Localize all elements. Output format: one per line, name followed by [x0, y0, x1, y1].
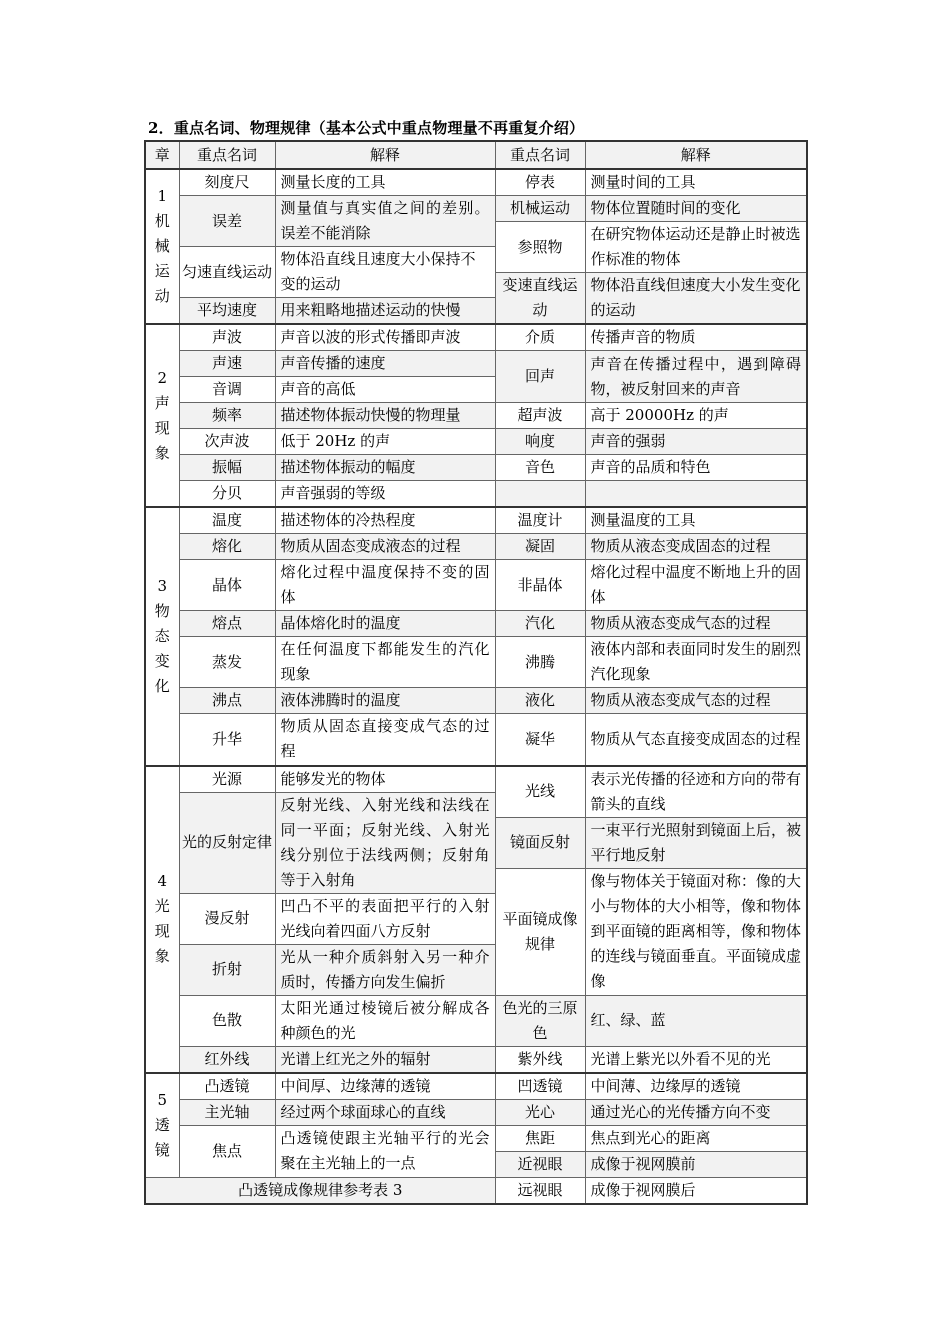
explanation-cell: 声音的高低 [275, 377, 495, 403]
explanation-cell: 测量温度的工具 [585, 507, 807, 534]
explanation-cell: 物体沿直线且速度大小保持不变的运动 [275, 247, 495, 298]
term-cell: 液化 [495, 688, 585, 714]
explanation-cell: 中间薄、边缘厚的透镜 [585, 1073, 807, 1100]
term-cell: 参照物 [495, 222, 585, 273]
explanation-cell: 熔化过程中温度保持不变的固体 [275, 560, 495, 611]
explanation-cell: 反射光线、入射光线和法线在同一平面；反射光线、入射光线分别位于法线两侧；反射角等于入射角 [275, 792, 495, 893]
explanation-cell: 描述物体的冷热程度 [275, 507, 495, 534]
explanation-cell: 红、绿、蓝 [585, 995, 807, 1046]
explanation-cell: 测量时间的工具 [585, 169, 807, 196]
term-cell: 光源 [179, 766, 275, 793]
explanation-cell: 物质从液态变成气态的过程 [585, 688, 807, 714]
explanation-cell: 液体内部和表面同时发生的剧烈汽化现象 [585, 637, 807, 688]
header-explanation-2: 解释 [585, 141, 807, 169]
explanation-cell: 光谱上红光之外的辐射 [275, 1046, 495, 1073]
header-explanation-1: 解释 [275, 141, 495, 169]
explanation-cell: 液体沸腾时的温度 [275, 688, 495, 714]
explanation-cell: 物质从固态变成液态的过程 [275, 534, 495, 560]
explanation-cell: 高于 20000Hz 的声 [585, 403, 807, 429]
term-cell: 色散 [179, 995, 275, 1046]
table-row [145, 534, 807, 560]
term-cell: 音调 [179, 377, 275, 403]
term-cell: 平面镜成像规律 [495, 868, 585, 995]
explanation-cell: 光从一种介质斜射入另一种介质时，传播方向发生偏折 [275, 944, 495, 995]
chapter-label: 5 透 镜 [145, 1073, 179, 1178]
explanation-cell: 声音在传播过程中，遇到障碍物，被反射回来的声音 [585, 351, 807, 403]
chapter-label: 3 物 态 变 化 [145, 507, 179, 766]
term-cell: 紫外线 [495, 1046, 585, 1073]
table-row [145, 403, 807, 429]
explanation-cell: 表示光传播的径迹和方向的带有箭头的直线 [585, 766, 807, 818]
explanation-cell: 声音以波的形式传播即声波 [275, 324, 495, 351]
term-cell: 温度 [179, 507, 275, 534]
table-row [145, 766, 807, 793]
header-term-2: 重点名词 [495, 141, 585, 169]
table-row [145, 1073, 807, 1100]
term-cell: 焦距 [495, 1125, 585, 1151]
term-cell: 声波 [179, 324, 275, 351]
table-row [145, 507, 807, 534]
term-cell: 红外线 [179, 1046, 275, 1073]
header-term-1: 重点名词 [179, 141, 275, 169]
term-cell: 非晶体 [495, 560, 585, 611]
term-cell: 远视眼 [495, 1177, 585, 1204]
term-cell: 凝华 [495, 714, 585, 766]
explanation-cell: 太阳光通过棱镜后被分解成各种颜色的光 [275, 995, 495, 1046]
term-cell: 光线 [495, 766, 585, 818]
explanation-cell: 低于 20Hz 的声 [275, 429, 495, 455]
term-cell: 镜面反射 [495, 817, 585, 868]
term-cell: 熔化 [179, 534, 275, 560]
term-cell: 平均速度 [179, 298, 275, 325]
term-cell: 凸透镜 [179, 1073, 275, 1100]
term-cell: 超声波 [495, 403, 585, 429]
explanation-cell: 成像于视网膜后 [585, 1177, 807, 1204]
terms-table [144, 140, 808, 1205]
table-row [145, 169, 807, 196]
chapter-label: 2 声 现 象 [145, 324, 179, 507]
explanation-cell: 在研究物体运动还是静止时被选作标准的物体 [585, 222, 807, 273]
term-cell: 声速 [179, 351, 275, 377]
explanation-cell: 晶体熔化时的温度 [275, 611, 495, 637]
explanation-cell: 物体沿直线但速度大小发生变化的运动 [585, 273, 807, 325]
term-cell: 音色 [495, 455, 585, 481]
term-cell: 机械运动 [495, 196, 585, 222]
explanation-cell: 用来粗略地描述运动的快慢 [275, 298, 495, 325]
terms-table-wrapper [144, 140, 806, 1205]
section-heading: 2．重点名词、物理规律（基本公式中重点物理量不再重复介绍） [148, 119, 585, 137]
table-row [145, 1099, 807, 1125]
table-row [145, 611, 807, 637]
explanation-cell: 传播声音的物质 [585, 324, 807, 351]
term-cell: 误差 [179, 196, 275, 247]
term-cell: 振幅 [179, 455, 275, 481]
explanation-cell: 声音传播的速度 [275, 351, 495, 377]
table-row [145, 714, 807, 766]
lens-imaging-reference-label: 凸透镜成像规律参考表 3 [145, 1177, 495, 1204]
section-sound [145, 324, 807, 507]
table-row [145, 1125, 807, 1151]
explanation-cell: 测量长度的工具 [275, 169, 495, 196]
table-row [145, 1046, 807, 1073]
explanation-cell: 描述物体振动的幅度 [275, 455, 495, 481]
table-row [145, 560, 807, 611]
table-row [145, 429, 807, 455]
explanation-cell: 像与物体关于镜面对称：像的大小与物体的大小相等，像和物体到平面镜的距离相等，像和物体的连线与镜面垂直。平面镜成虚像 [585, 868, 807, 995]
table-row [145, 1177, 807, 1204]
term-cell: 凝固 [495, 534, 585, 560]
explanation-cell: 声音的强弱 [585, 429, 807, 455]
explanation-cell: 凸透镜使跟主光轴平行的光会聚在主光轴上的一点 [275, 1125, 495, 1177]
term-cell: 匀速直线运动 [179, 247, 275, 298]
term-cell: 光心 [495, 1099, 585, 1125]
term-cell: 折射 [179, 944, 275, 995]
term-cell: 蒸发 [179, 637, 275, 688]
term-cell: 变速直线运动 [495, 273, 585, 325]
term-cell: 焦点 [179, 1125, 275, 1177]
term-cell: 温度计 [495, 507, 585, 534]
table-row [145, 455, 807, 481]
table-row [145, 481, 807, 508]
explanation-cell: 声音的品质和特色 [585, 455, 807, 481]
explanation-cell: 通过光心的光传播方向不变 [585, 1099, 807, 1125]
explanation-cell [585, 481, 807, 508]
table-row [145, 637, 807, 688]
table-row [145, 351, 807, 377]
term-cell: 沸点 [179, 688, 275, 714]
explanation-cell: 成像于视网膜前 [585, 1151, 807, 1177]
explanation-cell: 能够发光的物体 [275, 766, 495, 793]
explanation-cell: 一束平行光照射到镜面上后，被平行地反射 [585, 817, 807, 868]
table-row [145, 196, 807, 222]
explanation-cell: 凹凸不平的表面把平行的入射光线向着四面八方反射 [275, 893, 495, 944]
term-cell: 回声 [495, 351, 585, 403]
chapter-label: 1 机 械 运 动 [145, 169, 179, 324]
table-row [145, 995, 807, 1046]
explanation-cell: 物质从液态变成气态的过程 [585, 611, 807, 637]
explanation-cell: 在任何温度下都能发生的汽化现象 [275, 637, 495, 688]
explanation-cell: 测量值与真实值之间的差别。误差不能消除 [275, 196, 495, 247]
explanation-cell: 描述物体振动快慢的物理量 [275, 403, 495, 429]
term-cell: 频率 [179, 403, 275, 429]
section-light [145, 766, 807, 1073]
term-cell: 刻度尺 [179, 169, 275, 196]
term-cell: 升华 [179, 714, 275, 766]
term-cell: 停表 [495, 169, 585, 196]
term-cell: 凹透镜 [495, 1073, 585, 1100]
explanation-cell: 经过两个球面球心的直线 [275, 1099, 495, 1125]
section-mechanical-motion [145, 169, 807, 324]
term-cell: 主光轴 [179, 1099, 275, 1125]
table-row [145, 324, 807, 351]
explanation-cell: 焦点到光心的距离 [585, 1125, 807, 1151]
term-cell: 漫反射 [179, 893, 275, 944]
explanation-cell: 中间厚、边缘薄的透镜 [275, 1073, 495, 1100]
term-cell: 响度 [495, 429, 585, 455]
table-header-row [145, 141, 807, 169]
explanation-cell: 物体位置随时间的变化 [585, 196, 807, 222]
term-cell: 晶体 [179, 560, 275, 611]
term-cell [495, 481, 585, 508]
term-cell: 色光的三原色 [495, 995, 585, 1046]
term-cell: 近视眼 [495, 1151, 585, 1177]
explanation-cell: 物质从液态变成固态的过程 [585, 534, 807, 560]
explanation-cell: 物质从气态直接变成固态的过程 [585, 714, 807, 766]
term-cell: 汽化 [495, 611, 585, 637]
term-cell: 次声波 [179, 429, 275, 455]
explanation-cell: 光谱上紫光以外看不见的光 [585, 1046, 807, 1073]
term-cell: 熔点 [179, 611, 275, 637]
explanation-cell: 声音强弱的等级 [275, 481, 495, 508]
term-cell: 分贝 [179, 481, 275, 508]
table-row [145, 688, 807, 714]
section-state-change [145, 507, 807, 766]
term-cell: 光的反射定律 [179, 792, 275, 893]
section-lens [145, 1073, 807, 1204]
term-cell: 沸腾 [495, 637, 585, 688]
header-chapter: 章 [145, 141, 179, 169]
explanation-cell: 物质从固态直接变成气态的过程 [275, 714, 495, 766]
explanation-cell: 熔化过程中温度不断地上升的固体 [585, 560, 807, 611]
chapter-label: 4 光 现 象 [145, 766, 179, 1073]
term-cell: 介质 [495, 324, 585, 351]
